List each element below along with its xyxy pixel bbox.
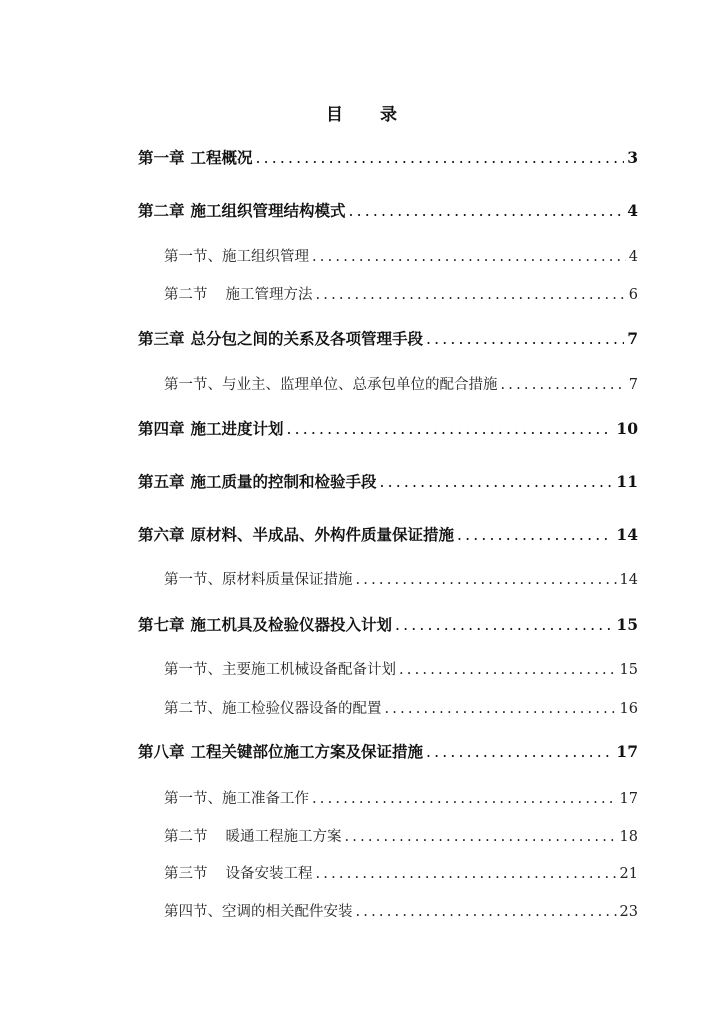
toc-entry-number: 第五章 <box>138 472 185 491</box>
toc-chapter-3 <box>138 327 638 349</box>
toc-section-7-1 <box>164 658 638 679</box>
toc-entry-text: 与业主、监理单位、总承包单位的配合措施 <box>222 377 498 393</box>
toc-entry-number: 第一节、 <box>164 377 222 393</box>
toc-entry-page: 18 <box>619 829 638 845</box>
toc-entry-number: 第一节、 <box>164 662 222 678</box>
dot-leader <box>356 904 617 920</box>
dot-leader <box>399 662 617 678</box>
toc-entry-page: 17 <box>616 742 638 761</box>
toc-entry-page: 11 <box>616 472 638 491</box>
dot-leader <box>316 866 617 882</box>
dot-leader <box>426 330 624 348</box>
toc-entry-page: 4 <box>628 249 638 265</box>
toc-section-7-2 <box>164 697 638 718</box>
toc-entry-page: 6 <box>628 287 638 303</box>
toc-entry-page: 3 <box>627 148 638 167</box>
toc-entry-text: 施工质量的控制和检验手段 <box>190 472 377 491</box>
toc-entry-number: 第三章 <box>138 329 185 348</box>
toc-section-3-1 <box>164 373 638 394</box>
toc-title-left: 目 <box>326 105 344 125</box>
toc-entry-page: 14 <box>616 525 638 544</box>
dot-leader <box>501 377 626 393</box>
toc-entry-text: 空调的相关配件安装 <box>222 904 353 920</box>
toc-chapter-2 <box>138 199 638 221</box>
toc-entry-text: 工程关键部位施工方案及保证措施 <box>190 742 424 761</box>
dot-leader <box>345 829 617 845</box>
dot-leader <box>312 791 617 807</box>
dot-leader <box>349 202 625 220</box>
toc-entry-text: 施工准备工作 <box>222 791 309 807</box>
dot-leader <box>385 701 617 717</box>
dot-leader <box>316 287 626 303</box>
toc-entry-text: 主要施工机械设备配备计划 <box>222 662 396 678</box>
toc-entry-text: 原材料质量保证措施 <box>222 572 353 588</box>
toc-entry-text: 总分包之间的关系及各项管理手段 <box>190 329 424 348</box>
toc-entry-number: 第一节、 <box>164 249 222 265</box>
toc-entry-page: 10 <box>616 419 638 438</box>
toc-entry-page: 14 <box>619 572 638 588</box>
toc-entry-text: 施工管理方法 <box>225 287 313 303</box>
toc-entry-number: 第二节 <box>164 287 208 303</box>
toc-section-8-4 <box>164 900 638 921</box>
toc-entry-number: 第二节、 <box>164 701 222 717</box>
toc-entry-text: 施工组织管理结构模式 <box>190 201 346 220</box>
toc-entry-number: 第二章 <box>138 201 185 220</box>
dot-leader <box>426 743 613 761</box>
toc-entry-page: 4 <box>627 201 638 220</box>
toc-entry-text: 施工组织管理 <box>222 249 309 265</box>
dot-leader <box>380 473 614 491</box>
toc-title <box>0 100 724 125</box>
toc-entry-number: 第八章 <box>138 742 185 761</box>
toc-entry-page: 7 <box>627 329 638 348</box>
dot-leader <box>356 572 617 588</box>
toc-entry-number: 第一章 <box>138 148 185 167</box>
toc-entry-number: 第七章 <box>138 615 185 634</box>
toc-entry-page: 23 <box>619 904 638 920</box>
toc-entry-text: 施工检验仪器设备的配置 <box>222 701 382 717</box>
toc-entry-text: 暖通工程施工方案 <box>225 829 342 845</box>
toc-section-2-1 <box>164 245 638 266</box>
toc-section-6-1 <box>164 568 638 589</box>
toc-chapter-8 <box>138 740 638 762</box>
dot-leader <box>256 149 625 167</box>
dot-leader <box>287 420 614 438</box>
toc-section-2-2 <box>164 283 638 304</box>
toc-entry-text: 工程概况 <box>190 148 253 167</box>
toc-chapter-4 <box>138 417 638 439</box>
toc-entry-page: 21 <box>619 866 638 882</box>
toc-section-8-1 <box>164 787 638 808</box>
dot-leader <box>312 249 626 265</box>
toc-title-right: 录 <box>380 105 398 125</box>
toc-entry-number: 第六章 <box>138 525 185 544</box>
dot-leader <box>395 616 613 634</box>
toc-entry-text: 施工进度计划 <box>190 419 284 438</box>
toc-chapter-7 <box>138 613 638 635</box>
toc-entry-page: 16 <box>619 701 638 717</box>
toc-entry-page: 17 <box>619 791 638 807</box>
toc-section-8-3 <box>164 862 638 883</box>
toc-entry-number: 第四章 <box>138 419 185 438</box>
toc-chapter-1 <box>138 146 638 168</box>
toc-entry-page: 7 <box>628 377 638 393</box>
toc-entry-number: 第三节 <box>164 866 208 882</box>
toc-entry-number: 第二节 <box>164 829 208 845</box>
dot-leader <box>457 526 613 544</box>
toc-entry-text: 设备安装工程 <box>225 866 313 882</box>
toc-entry-number: 第一节、 <box>164 572 222 588</box>
toc-chapter-6 <box>138 523 638 545</box>
toc-entry-number: 第四节、 <box>164 904 222 920</box>
toc-entry-number: 第一节、 <box>164 791 222 807</box>
toc-section-8-2 <box>164 825 638 846</box>
toc-entry-text: 施工机具及检验仪器投入计划 <box>190 615 393 634</box>
toc-entry-text: 原材料、半成品、外构件质量保证措施 <box>190 525 455 544</box>
toc-chapter-5 <box>138 470 638 492</box>
toc-entry-page: 15 <box>619 662 638 678</box>
toc-entry-page: 15 <box>616 615 638 634</box>
